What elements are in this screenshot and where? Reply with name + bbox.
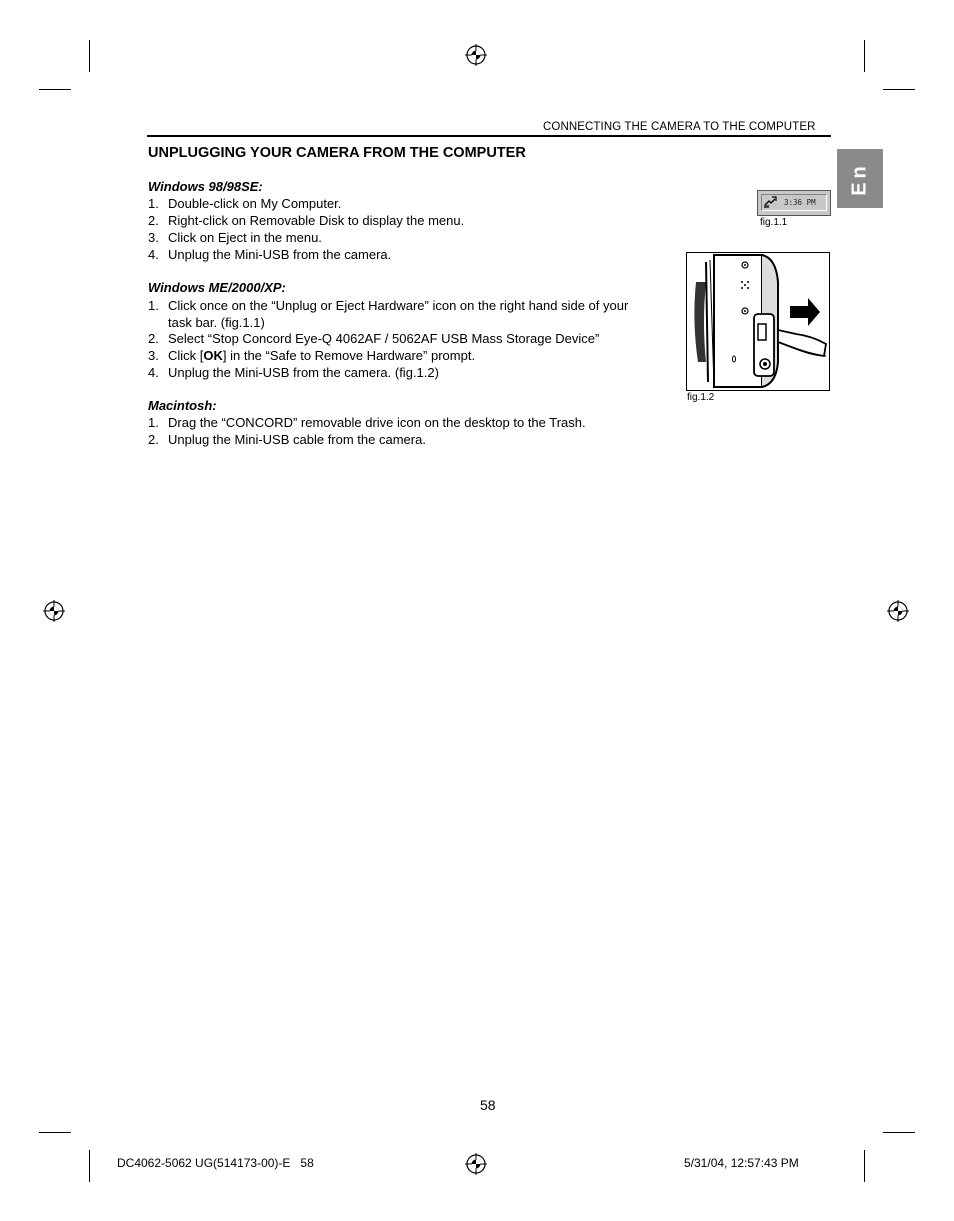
running-header: CONNECTING THE CAMERA TO THE COMPUTER xyxy=(543,121,816,133)
registration-mark-icon xyxy=(465,1153,487,1175)
mac-heading: Macintosh: xyxy=(148,398,217,413)
fig-tray-screenshot xyxy=(757,190,831,216)
fig-caption: fig.1.1 xyxy=(760,217,788,228)
camera-usb-illustration xyxy=(686,252,830,391)
crop-mark xyxy=(39,89,71,90)
crop-mark xyxy=(864,1150,865,1182)
registration-mark-icon xyxy=(465,44,487,66)
crop-mark xyxy=(39,1132,71,1133)
ok-label: OK xyxy=(203,348,223,363)
registration-mark-icon xyxy=(43,600,65,622)
fig-caption: fig.1.2 xyxy=(687,392,715,403)
header-rule xyxy=(147,135,831,137)
crop-mark xyxy=(864,40,865,72)
language-tab-label: En xyxy=(848,161,871,196)
crop-mark xyxy=(883,1132,915,1133)
crop-mark xyxy=(883,89,915,90)
winme-heading: Windows ME/2000/XP: xyxy=(148,280,286,295)
crop-mark xyxy=(89,40,90,72)
footer-right: 5/31/04, 12:57:43 PM xyxy=(684,1156,799,1170)
crop-mark xyxy=(89,1150,90,1182)
registration-mark-icon xyxy=(887,600,909,622)
language-tab xyxy=(837,149,883,208)
tray-clock: 3:36 PM xyxy=(784,198,816,207)
win98-heading: Windows 98/98SE: xyxy=(148,179,263,194)
page-number: 58 xyxy=(480,1097,496,1113)
eject-hardware-icon xyxy=(763,196,777,209)
footer-left: DC4062-5062 UG(514173-00)-E 58 xyxy=(117,1156,314,1170)
section-title: UNPLUGGING YOUR CAMERA FROM THE COMPUTER xyxy=(148,145,526,161)
